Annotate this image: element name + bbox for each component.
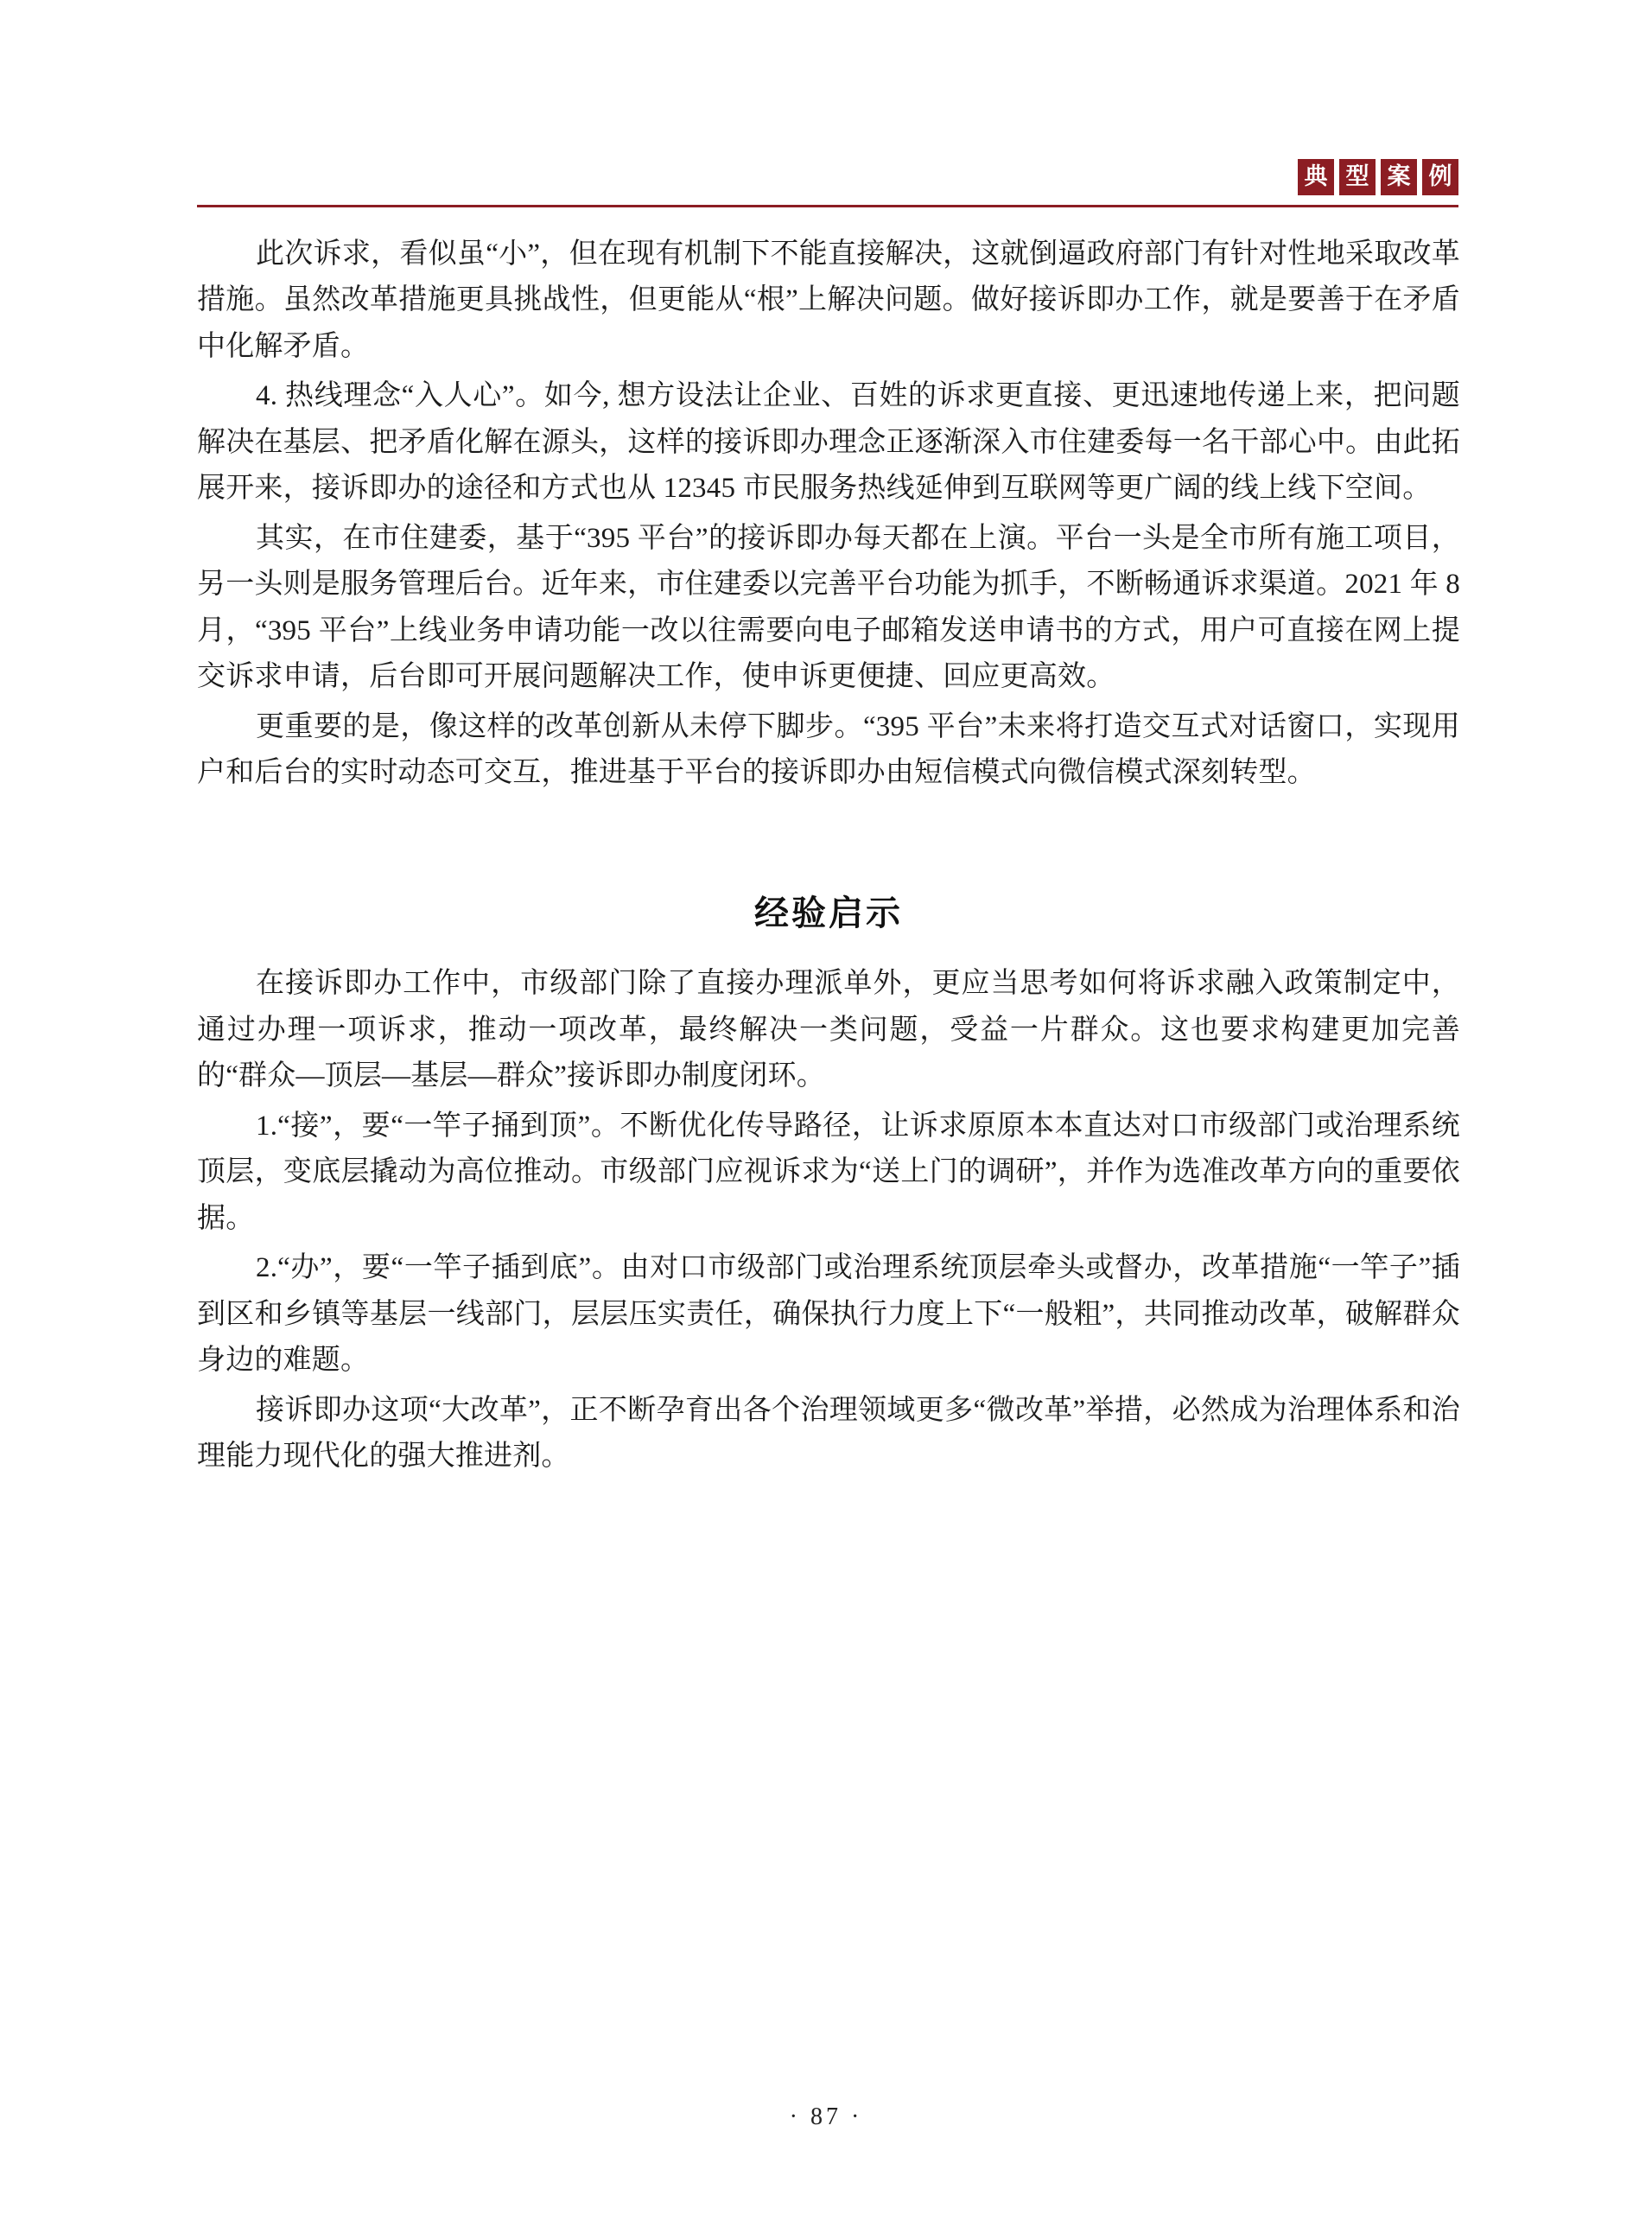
badge-char-1: 典 — [1298, 159, 1334, 195]
section-paragraph: 在接诉即办工作中，市级部门除了直接办理派单外，更应当思考如何将诉求融入政策制定中，通过办理一项诉求，推动一项改革，最终解决一类问题，受益一片群众。这也要求构建更加完善的“群众—顶层—基层—群众”接诉即办制度闭环。 — [197, 968, 1460, 1092]
page-number: · 87 · — [789, 2103, 863, 2130]
chapter-badge — [1298, 159, 1458, 195]
section-paragraph: 接诉即办这项“大改革”，正不断孕育出各个治理领域更多“微改革”举措，必然成为治理体系和治理能力现代化的强大推进剂。 — [197, 1394, 1460, 1472]
header-divider — [197, 205, 1458, 207]
spacer — [197, 796, 1460, 836]
badge-char-2: 型 — [1339, 159, 1376, 195]
section-paragraph: 1.“接”，要“一竿子捅到顶”。不断优化传导路径，让诉求原原本本直达对口市级部门或治理系统顶层，变底层撬动为高位推动。市级部门应视诉求为“送上门的调研”，并作为选准改革方向的重要依据。 — [197, 1110, 1460, 1234]
section-paragraph: 2.“办”，要“一竿子插到底”。由对口市级部门或治理系统顶层牵头或督办，改革措施“一竿子”插到区和乡镇等基层一线部门，层层压实责任，确保执行力度上下“一般粗”，共同推动改革，破解群众身边的难题。 — [197, 1252, 1460, 1377]
badge-char-3: 案 — [1381, 159, 1417, 195]
page-content — [197, 232, 1460, 1480]
section-heading: 经验启示 — [754, 894, 903, 934]
page-header — [197, 130, 1458, 207]
body-paragraph: 更重要的是，像这样的改革创新从未停下脚步。“395 平台”未来将打造交互式对话窗口，实现用户和后台的实时动态可交互，推进基于平台的接诉即办由短信模式向微信模式深刻转型。 — [197, 710, 1460, 788]
body-paragraph: 4. 热线理念“入人心”。如今, 想方设法让企业、百姓的诉求更直接、更迅速地传递上来，把问题解决在基层、把矛盾化解在源头，这样的接诉即办理念正逐渐深入市住建委每一名干部心中。由此拓展开来，接诉即办的途径和方式也从 12345 市民服务热线延伸到互联网等更广阔的线上线下空间。 — [197, 380, 1460, 505]
body-paragraph: 其实，在市住建委，基于“395 平台”的接诉即办每天都在上演。平台一头是全市所有施工项目，另一头则是服务管理后台。近年来，市住建委以完善平台功能为抓手，不断畅通诉求渠道。2021 年 8 月，“395 平台”上线业务申请功能一改以往需要向电子邮箱发送申请书的方式，用户可直接在网上提交诉求申请，后台即可开展问题解决工作，使申诉更便捷、回应更高效。 — [197, 522, 1460, 693]
badge-char-4: 例 — [1422, 159, 1458, 195]
body-paragraph: 此次诉求，看似虽“小”，但在现有机制下不能直接解决，这就倒逼政府部门有针对性地采取改革措施。虽然改革措施更具挑战性，但更能从“根”上解决问题。做好接诉即办工作，就是要善于在矛盾中化解矛盾。 — [197, 239, 1460, 362]
